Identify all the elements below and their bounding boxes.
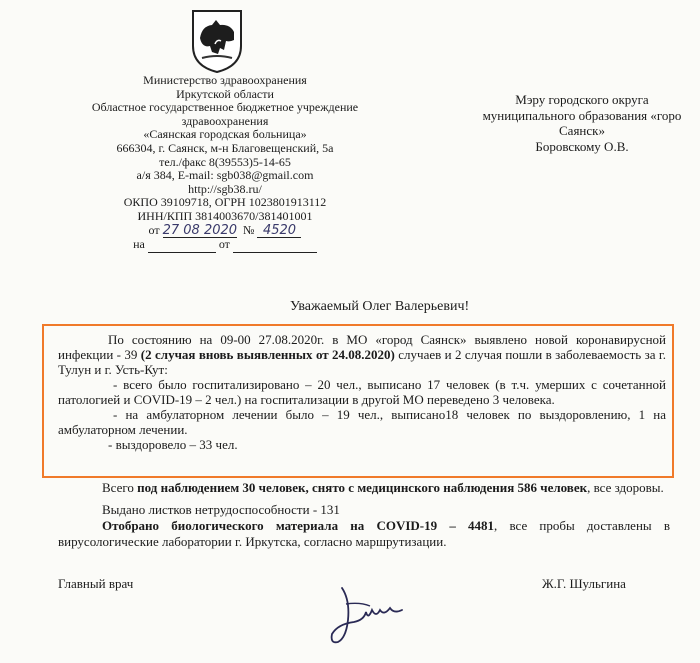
paragraph-outpatient: - на амбулаторном лечении было – 19 чел., выписано18 человек по выздоровлению, 1 на амбулаторном лечении. bbox=[58, 407, 666, 437]
paragraph-recovered: - выздоровело – 33 чел. bbox=[108, 437, 238, 452]
outgoing-number: 4520 bbox=[257, 224, 301, 239]
letter-body-rest bbox=[58, 480, 670, 550]
address-line: 666304, г. Саянск, м-н Благовещенский, 5а bbox=[116, 140, 334, 155]
outgoing-date: 27 08 2020 bbox=[162, 222, 238, 238]
letter-body-highlighted bbox=[58, 332, 666, 452]
ministry-line: Министерство здравоохранения bbox=[143, 73, 307, 87]
sender-header bbox=[84, 74, 366, 253]
coat-of-arms-emblem bbox=[190, 8, 244, 74]
paragraph-observation: Всего под наблюдением 30 человек, снято с медицинского наблюдения 586 человек, все здоровы. bbox=[102, 480, 664, 495]
new-cases-note: (2 случая вновь выявленных от 24.08.2020) bbox=[140, 347, 395, 362]
institution-type-line: Областное государственное бюджетное учреждение bbox=[91, 100, 359, 115]
handwritten-signature bbox=[320, 580, 440, 650]
position-title: Главный врач bbox=[58, 576, 134, 591]
region-line: Иркутской области bbox=[176, 86, 274, 101]
addressee-block bbox=[466, 92, 698, 154]
on-from-label: от bbox=[218, 237, 230, 252]
paragraph-hospitalized: - всего было госпитализировано – 20 чел., выписано 17 человек (в т.ч. умерших с сочетанной патологией и COVID-19 – 2 чел.) на госпитализации в другой МО переведено 3 человека. bbox=[58, 377, 666, 407]
paragraph-status: По состоянию на 09-00 27.08.2020г. в МО «город Саянск» выявлено новой коронавирусной инфекции - 39 (2 случая вновь выявленных от 24.08.2020) случаев и 2 случая пошли в заболеваемость за г. Тулун и г. Усть-Кут: bbox=[58, 332, 666, 377]
addressee-line-2: муниципального образования «горо bbox=[482, 107, 682, 123]
email-line: а/я 384, E-mail: sgb038@gmail.com bbox=[136, 168, 314, 183]
from-label: от bbox=[148, 222, 160, 237]
on-label: на bbox=[133, 237, 145, 252]
phone-line: тел./факс 8(39553)5-14-65 bbox=[159, 154, 291, 169]
okpo-ogrn-line: ОКПО 39109718, ОГРН 1023801913112 bbox=[123, 195, 327, 210]
number-label: № bbox=[243, 222, 255, 237]
incoming-date-number bbox=[84, 238, 366, 253]
inn-kpp-line: ИНН/КПП 3814003670/381401001 bbox=[137, 208, 313, 223]
addressee-line-3: Саянск» bbox=[559, 123, 605, 138]
institution-type-line-2: здравоохранения bbox=[181, 113, 269, 128]
institution-name: «Саянская городская больница» bbox=[143, 127, 307, 142]
paragraph-samples: Отобрано биологического материала на COVID-19 – 4481, все пробы доставлены в вирусологические лаборатории г. Иркутска, согласно маршрутизации. bbox=[58, 518, 670, 549]
addressee-line-1: Мэру городского округа bbox=[515, 92, 649, 107]
website-line: http://sgb38.ru/ bbox=[188, 181, 262, 196]
greeting: Уважаемый Олег Валерьевич! bbox=[290, 299, 470, 314]
outgoing-date-number bbox=[84, 224, 366, 239]
addressee-name: Боровскому О.В. bbox=[535, 138, 629, 154]
paragraph-sick-leave: Выдано листков нетрудоспособности - 131 bbox=[102, 502, 340, 517]
signer-name: Ж.Г. Шульгина bbox=[542, 576, 626, 591]
